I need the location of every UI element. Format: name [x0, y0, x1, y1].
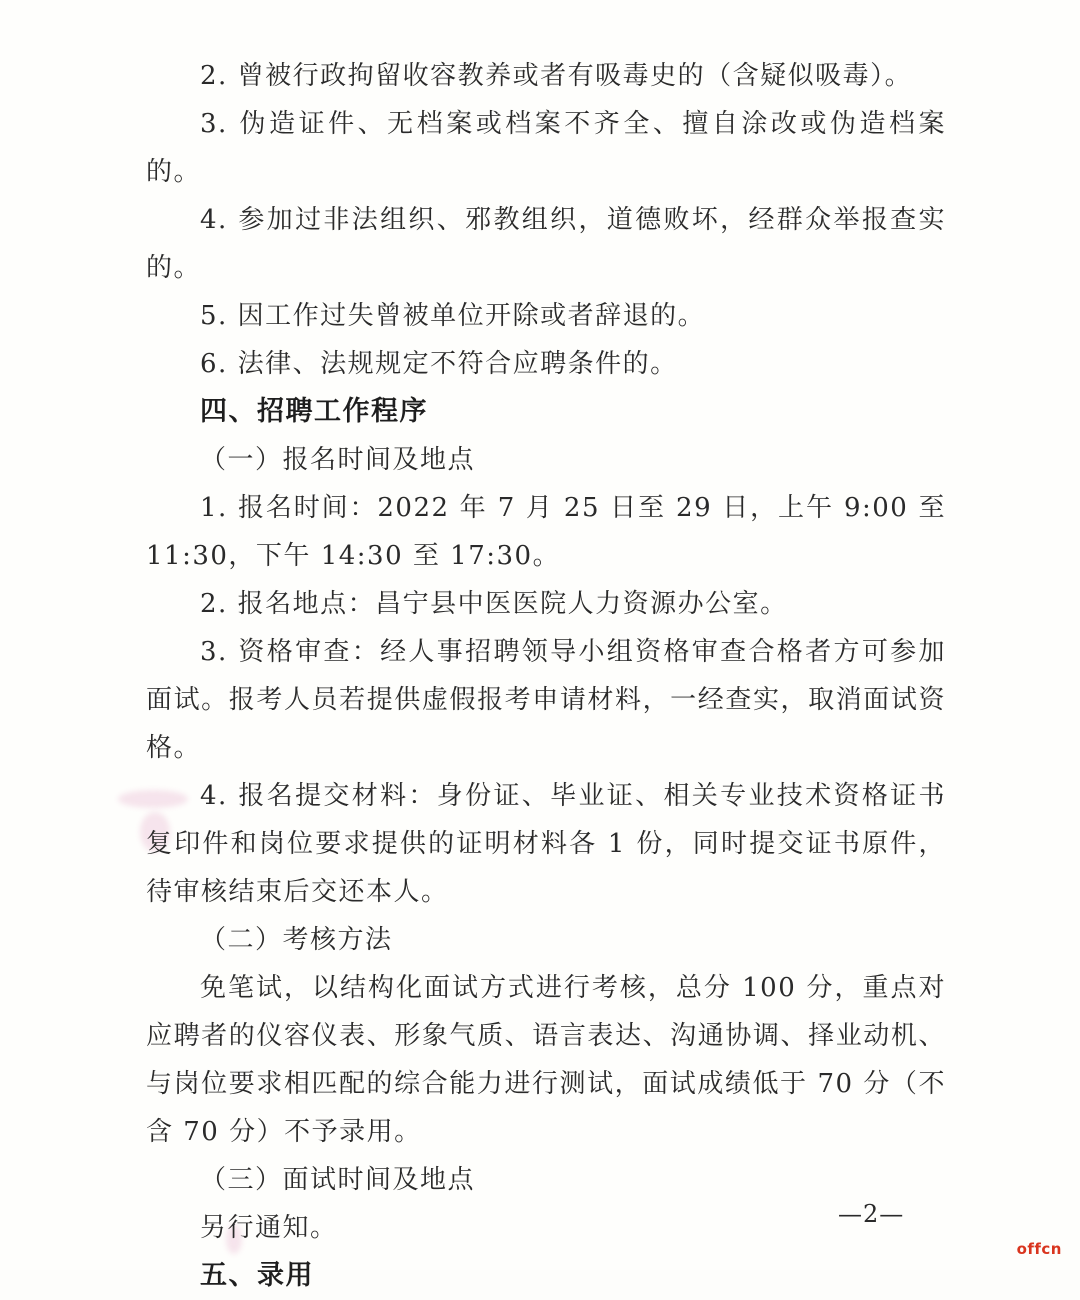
page-number: —2—	[838, 1200, 905, 1228]
watermark-logo: offcn	[1016, 1240, 1062, 1258]
subsection-heading-3: （三）面试时间及地点	[200, 1165, 476, 1195]
submission-materials: 4. 报名提交材料：身份证、毕业证、相关专业技术资格证书复印件和岗位要求提供的证明材料各 1 份，同时提交证书原件，待审核结束后交还本人。	[146, 781, 946, 907]
subsection-heading-2: （二）考核方法	[200, 925, 393, 955]
registration-time: 1. 报名时间：2022 年 7 月 25 日至 29 日，上午 9:00 至 11:30，下午 14:30 至 17:30。	[146, 493, 946, 571]
list-item-6: 6. 法律、法规规定不符合应聘条件的。	[200, 349, 678, 379]
section-heading-4: 四、招聘工作程序	[200, 396, 428, 427]
list-item-2: 2. 曾被行政拘留收容教养或者有吸毒史的（含疑似吸毒）。	[200, 61, 913, 91]
list-item-4: 4. 参加过非法组织、邪教组织，道德败坏，经群众举报查实的。	[146, 205, 946, 283]
document-body	[146, 52, 946, 1300]
list-item-3: 3. 伪造证件、无档案或档案不齐全、擅自涂改或伪造档案的。	[146, 109, 946, 187]
registration-place: 2. 报名地点：昌宁县中医医院人力资源办公室。	[200, 589, 788, 619]
assessment-method: 免笔试，以结构化面试方式进行考核，总分 100 分，重点对应聘者的仪容仪表、形象气质、语言表达、沟通协调、择业动机、与岗位要求相匹配的综合能力进行测试，面试成绩低于 70 分（不含 70 分）不予录用。	[146, 973, 946, 1147]
list-item-5: 5. 因工作过失曾被单位开除或者辞退的。	[200, 301, 706, 331]
qualification-review: 3. 资格审查：经人事招聘领导小组资格审查合格者方可参加面试。报考人员若提供虚假报考申请材料，一经查实，取消面试资格。	[146, 637, 946, 763]
interview-notice: 另行通知。	[200, 1213, 338, 1243]
subsection-heading-1: （一）报名时间及地点	[200, 445, 476, 475]
section-heading-5: 五、录用	[200, 1260, 314, 1291]
